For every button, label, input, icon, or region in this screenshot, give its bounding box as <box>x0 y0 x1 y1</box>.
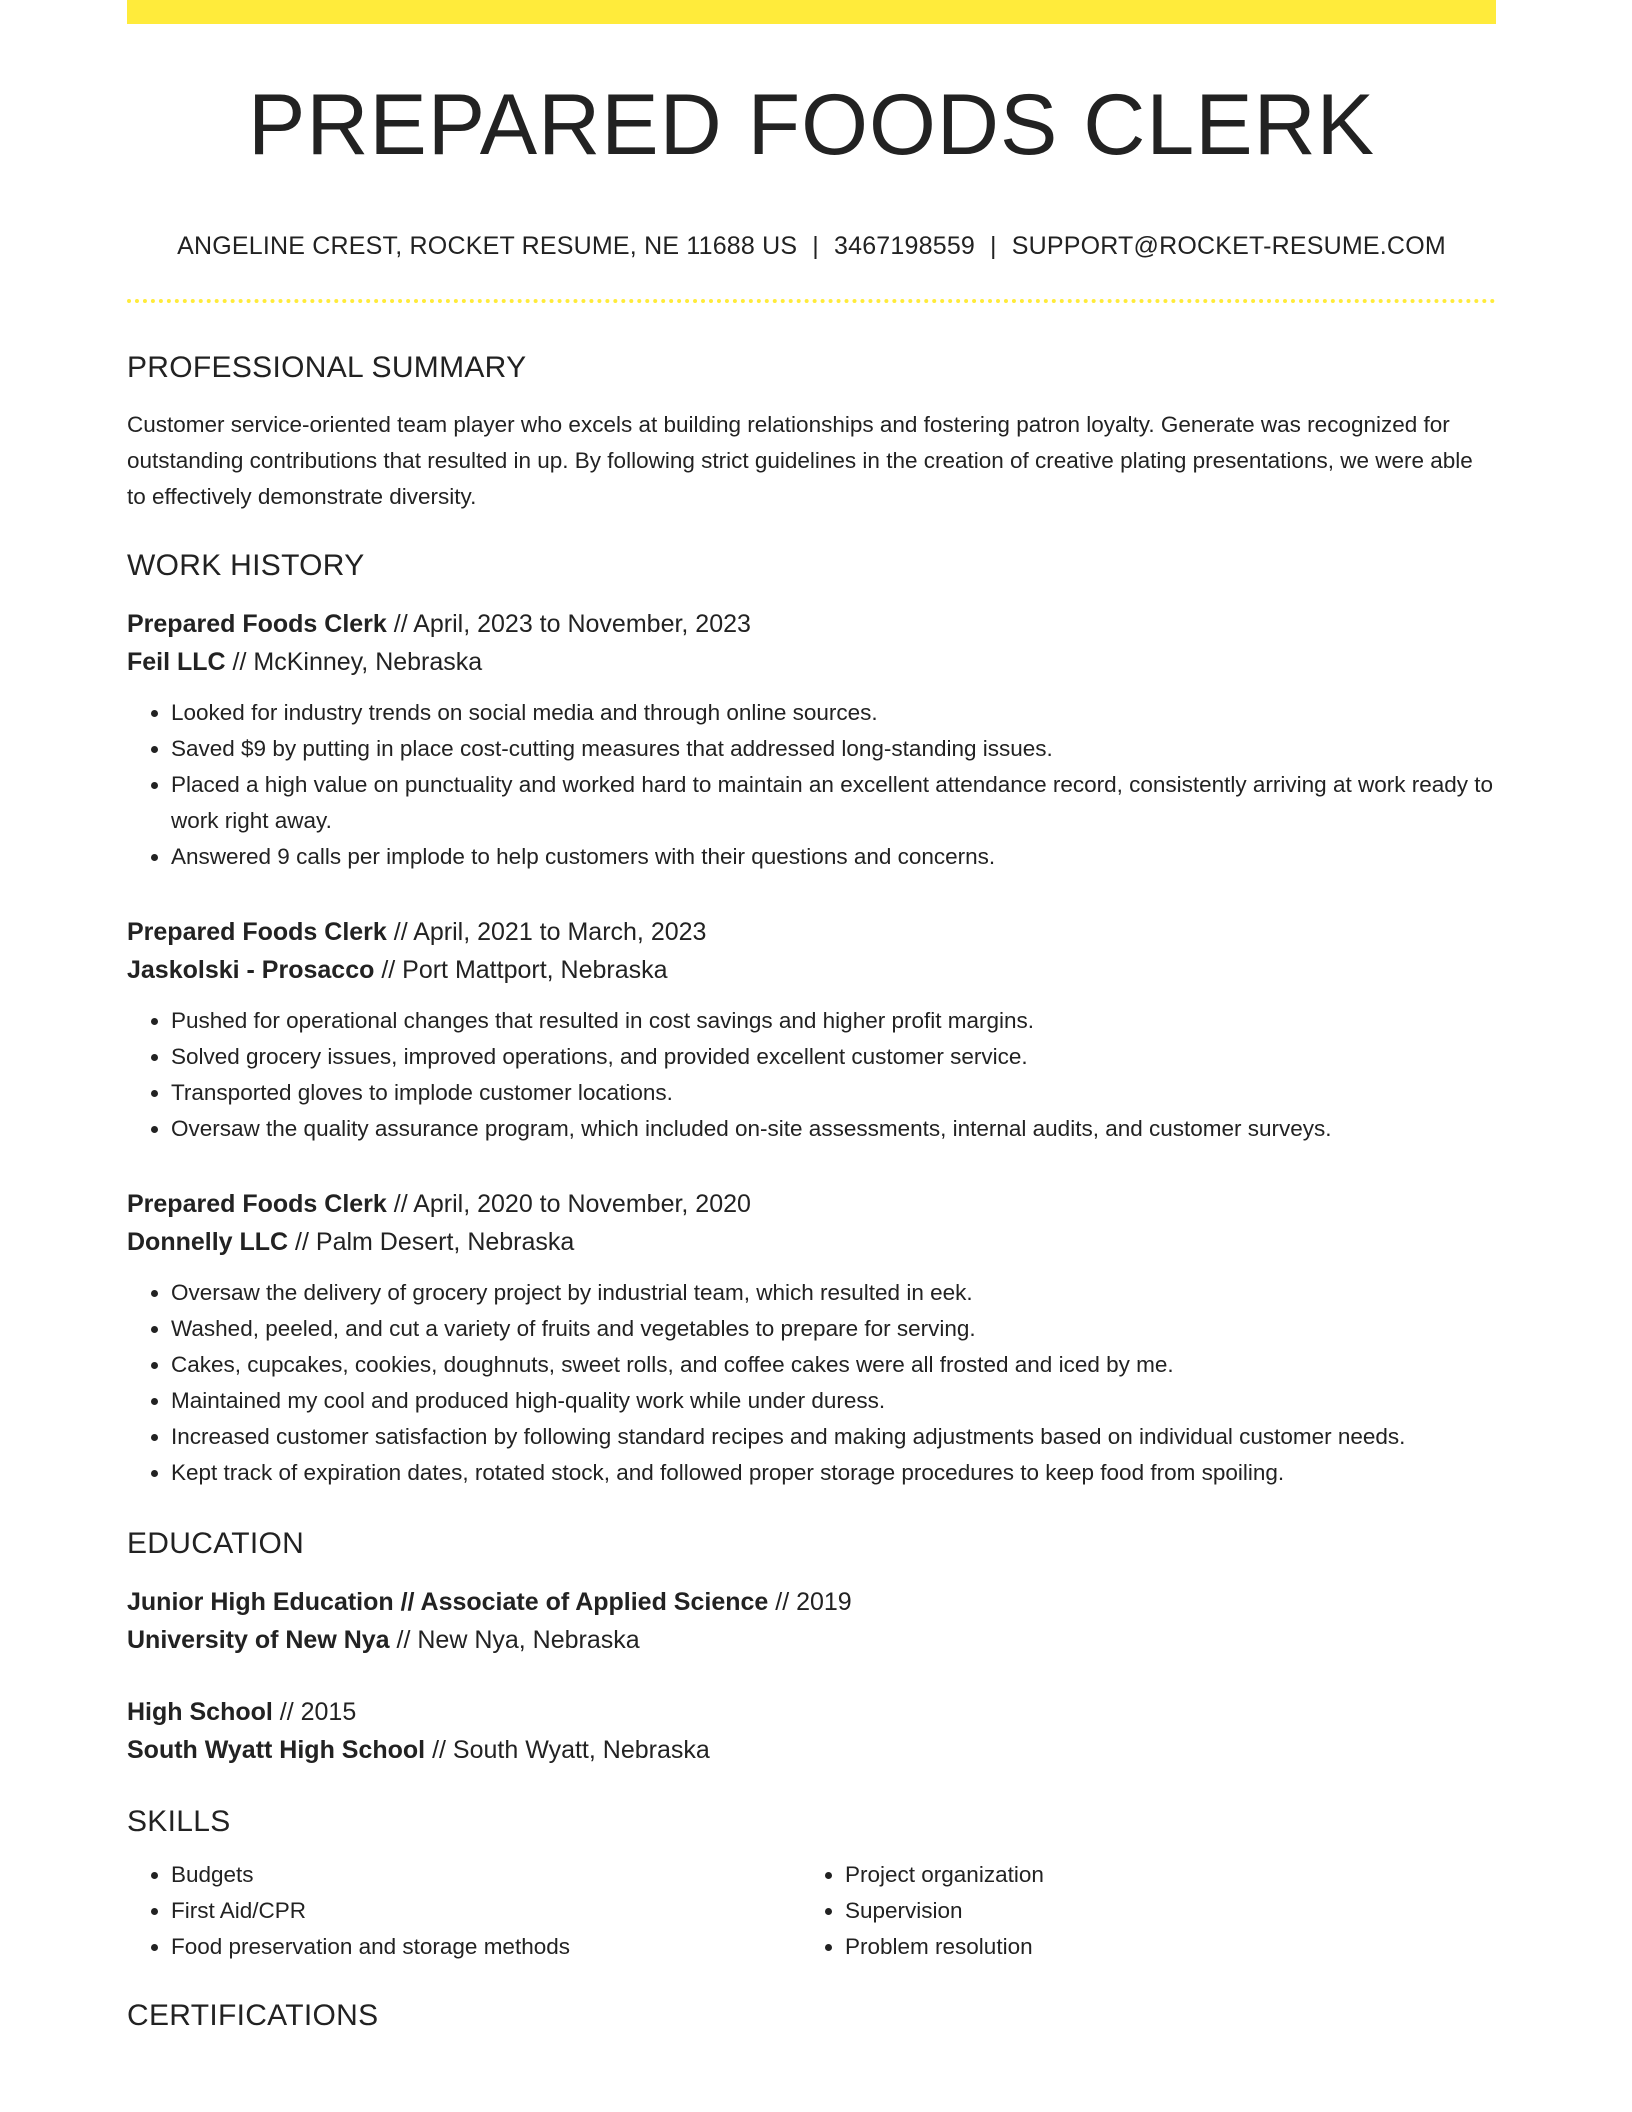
list-item: • Transported gloves to implode customer locations. <box>171 1075 1496 1111</box>
education-entry <box>127 1693 1496 1769</box>
job-bullets <box>127 1003 1496 1147</box>
list-item: • Budgets <box>171 1857 801 1893</box>
job-dates: // April, 2020 to November, 2020 <box>386 1190 751 1218</box>
education-school: South Wyatt High School <box>127 1736 426 1764</box>
list-item: • First Aid/CPR <box>171 1893 801 1929</box>
list-item: • Washed, peeled, and cut a variety of fruits and vegetables to prepare for serving. <box>171 1311 1496 1347</box>
job-dates: // April, 2023 to November, 2023 <box>386 610 751 638</box>
skills-list-right <box>801 1857 1475 1965</box>
job-entry <box>127 913 1496 1147</box>
job-location: // McKinney, Nebraska <box>225 648 483 676</box>
contact-line <box>127 234 1496 259</box>
list-item: • Oversaw the delivery of grocery project by industrial team, which resulted in eek. <box>171 1275 1496 1311</box>
resume-page <box>127 0 1496 2031</box>
list-item: • Solved grocery issues, improved operations, and provided excellent customer service. <box>171 1039 1496 1075</box>
education-school-line <box>127 1731 1496 1769</box>
skills-grid <box>127 1857 1496 1965</box>
contact-email: SUPPORT@ROCKET-RESUME.COM <box>1011 232 1446 260</box>
skills-heading: SKILLS <box>127 1805 231 1838</box>
education-entry <box>127 1583 1496 1659</box>
job-bullets <box>127 695 1496 875</box>
skills-list-left <box>127 1857 801 1965</box>
list-item: • Saved $9 by putting in place cost-cutting measures that addressed long-standing issues. <box>171 731 1496 767</box>
list-item: • Increased customer satisfaction by following standard recipes and making adjustments based on individual customer needs. <box>171 1419 1496 1455</box>
certifications-heading: CERTIFICATIONS <box>127 1999 379 2032</box>
list-item: • Placed a high value on punctuality and worked hard to maintain an excellent attendance record, consistently arriving at work ready to work right away. <box>171 767 1496 839</box>
job-company-line <box>127 1223 1496 1261</box>
job-entry <box>127 1185 1496 1491</box>
contact-separator: | <box>990 232 997 260</box>
education-location: // New Nya, Nebraska <box>389 1626 640 1654</box>
job-bullets <box>127 1275 1496 1491</box>
job-role: Prepared Foods Clerk <box>127 918 387 946</box>
job-role-line <box>127 913 1496 951</box>
list-item: • Project organization <box>845 1857 1475 1893</box>
education-degree: Junior High Education // Associate of Applied Science <box>127 1588 769 1616</box>
list-item: • Pushed for operational changes that resulted in cost savings and higher profit margins. <box>171 1003 1496 1039</box>
list-item: • Problem resolution <box>845 1929 1475 1965</box>
contact-address: ANGELINE CREST, ROCKET RESUME, NE 11688 US <box>177 232 798 260</box>
education-degree-line <box>127 1693 1496 1731</box>
resume-title: PREPARED FOODS CLERK <box>247 77 1376 173</box>
education-year: // 2015 <box>272 1698 357 1726</box>
education-heading: EDUCATION <box>127 1527 305 1560</box>
summary-heading: PROFESSIONAL SUMMARY <box>127 351 527 384</box>
job-dates: // April, 2021 to March, 2023 <box>386 918 707 946</box>
contact-separator: | <box>812 232 819 260</box>
summary-text: Customer service-oriented team player who excels at building relationships and fostering patron loyalty. Generate was recognized for outstanding contributions that resulted in up. By following strict guidelines in the creation of creative plating presentations, we were able to effectively demonstrate diversity. <box>127 412 1473 509</box>
job-company: Feil LLC <box>127 648 226 676</box>
job-location: // Port Mattport, Nebraska <box>374 956 668 984</box>
list-item: • Food preservation and storage methods <box>171 1929 801 1965</box>
work-history-heading: WORK HISTORY <box>127 549 365 582</box>
list-item: • Answered 9 calls per implode to help customers with their questions and concerns. <box>171 839 1496 875</box>
job-role: Prepared Foods Clerk <box>127 610 387 638</box>
education-degree: High School <box>127 1698 273 1726</box>
list-item: • Kept track of expiration dates, rotated stock, and followed proper storage procedures to keep food from spoiling. <box>171 1455 1496 1491</box>
list-item: • Oversaw the quality assurance program, which included on-site assessments, internal audits, and customer surveys. <box>171 1111 1496 1147</box>
education-school: University of New Nya <box>127 1626 390 1654</box>
job-company: Donnelly LLC <box>127 1228 289 1256</box>
education-degree-line <box>127 1583 1496 1621</box>
header-divider <box>127 299 1496 303</box>
contact-phone: 3467198559 <box>833 232 976 260</box>
job-company: Jaskolski - Prosacco <box>127 956 375 984</box>
list-item: • Supervision <box>845 1893 1475 1929</box>
list-item: • Looked for industry trends on social media and through online sources. <box>171 695 1496 731</box>
accent-top-bar <box>127 0 1496 24</box>
job-company-line <box>127 643 1496 681</box>
job-role-line <box>127 1185 1496 1223</box>
list-item: • Maintained my cool and produced high-quality work while under duress. <box>171 1383 1496 1419</box>
job-entry <box>127 605 1496 875</box>
job-role: Prepared Foods Clerk <box>127 1190 387 1218</box>
education-school-line <box>127 1621 1496 1659</box>
job-company-line <box>127 951 1496 989</box>
education-location: // South Wyatt, Nebraska <box>425 1736 710 1764</box>
job-location: // Palm Desert, Nebraska <box>288 1228 575 1256</box>
education-year: // 2019 <box>768 1588 852 1616</box>
list-item: • Cakes, cupcakes, cookies, doughnuts, sweet rolls, and coffee cakes were all frosted and iced by me. <box>171 1347 1496 1383</box>
job-role-line <box>127 605 1496 643</box>
